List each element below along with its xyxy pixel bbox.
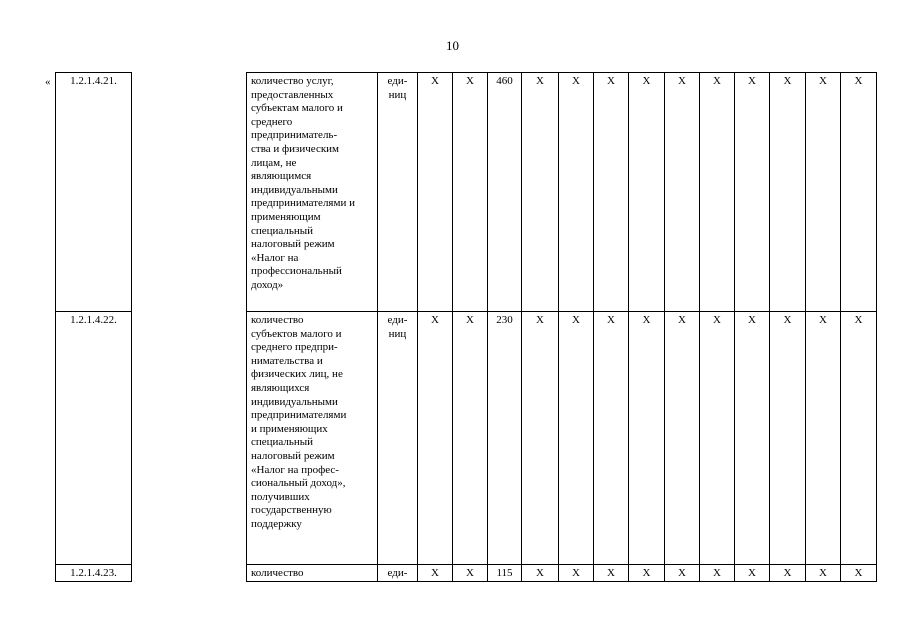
value-cell: Х — [665, 312, 700, 565]
value-cell: Х — [559, 73, 594, 312]
value-cell: Х — [453, 312, 488, 565]
value-cell: Х — [522, 73, 559, 312]
value-cell: Х — [418, 73, 453, 312]
value-cell: Х — [453, 73, 488, 312]
value-cell: Х — [806, 73, 841, 312]
value-cell: Х — [841, 312, 877, 565]
value-cell: Х — [418, 312, 453, 565]
value-cell: Х — [806, 312, 841, 565]
row-description: количество субъектов малого и среднего предпри- нимательства и физических лиц, не являющихся индивидуальными предпринимателями и применяющих специальный налоговый режим «Налог на профес- сиональный доход», получивших государственную поддержку — [247, 312, 378, 565]
value-cell: 460 — [488, 73, 522, 312]
page-number: 10 — [446, 38, 459, 53]
value-cell: Х — [629, 565, 665, 582]
empty-cell — [132, 565, 247, 582]
value-cell: Х — [665, 73, 700, 312]
value-cell: 115 — [488, 565, 522, 582]
table-row — [56, 312, 877, 565]
value-cell: Х — [594, 73, 629, 312]
value-cell: Х — [770, 565, 806, 582]
row-unit: еди- — [378, 565, 418, 582]
value-cell: Х — [522, 565, 559, 582]
value-cell: Х — [735, 312, 770, 565]
value-cell: Х — [629, 73, 665, 312]
value-cell: Х — [665, 565, 700, 582]
value-cell: Х — [770, 312, 806, 565]
value-cell: Х — [629, 312, 665, 565]
value-cell: Х — [841, 565, 877, 582]
value-cell: Х — [559, 565, 594, 582]
value-cell: Х — [522, 312, 559, 565]
value-cell: Х — [559, 312, 594, 565]
row-code: 1.2.1.4.23. — [56, 565, 132, 582]
value-cell: Х — [594, 312, 629, 565]
value-cell: Х — [841, 73, 877, 312]
value-cell: Х — [735, 73, 770, 312]
value-cell: Х — [453, 565, 488, 582]
value-cell: Х — [770, 73, 806, 312]
empty-cell — [132, 312, 247, 565]
row-unit: еди- ниц — [378, 73, 418, 312]
value-cell: Х — [700, 565, 735, 582]
opening-quote: « — [45, 76, 51, 88]
value-cell: Х — [700, 312, 735, 565]
row-description: количество — [247, 565, 378, 582]
indicators-table — [55, 72, 877, 582]
row-description: количество услуг, предоставленных субъектам малого и среднего предприниматель- ства и физическим лицам, не являющимся индивидуальными предпринимателями и применяющим специальный налоговый режим «Налог на профессиональный доход» — [247, 73, 378, 312]
row-unit: еди- ниц — [378, 312, 418, 565]
value-cell: Х — [700, 73, 735, 312]
table-row — [56, 73, 877, 312]
value-cell: Х — [594, 565, 629, 582]
table-row — [56, 565, 877, 582]
row-code: 1.2.1.4.21. — [56, 73, 132, 312]
row-code: 1.2.1.4.22. — [56, 312, 132, 565]
value-cell: 230 — [488, 312, 522, 565]
value-cell: Х — [806, 565, 841, 582]
empty-cell — [132, 73, 247, 312]
value-cell: Х — [735, 565, 770, 582]
value-cell: Х — [418, 565, 453, 582]
